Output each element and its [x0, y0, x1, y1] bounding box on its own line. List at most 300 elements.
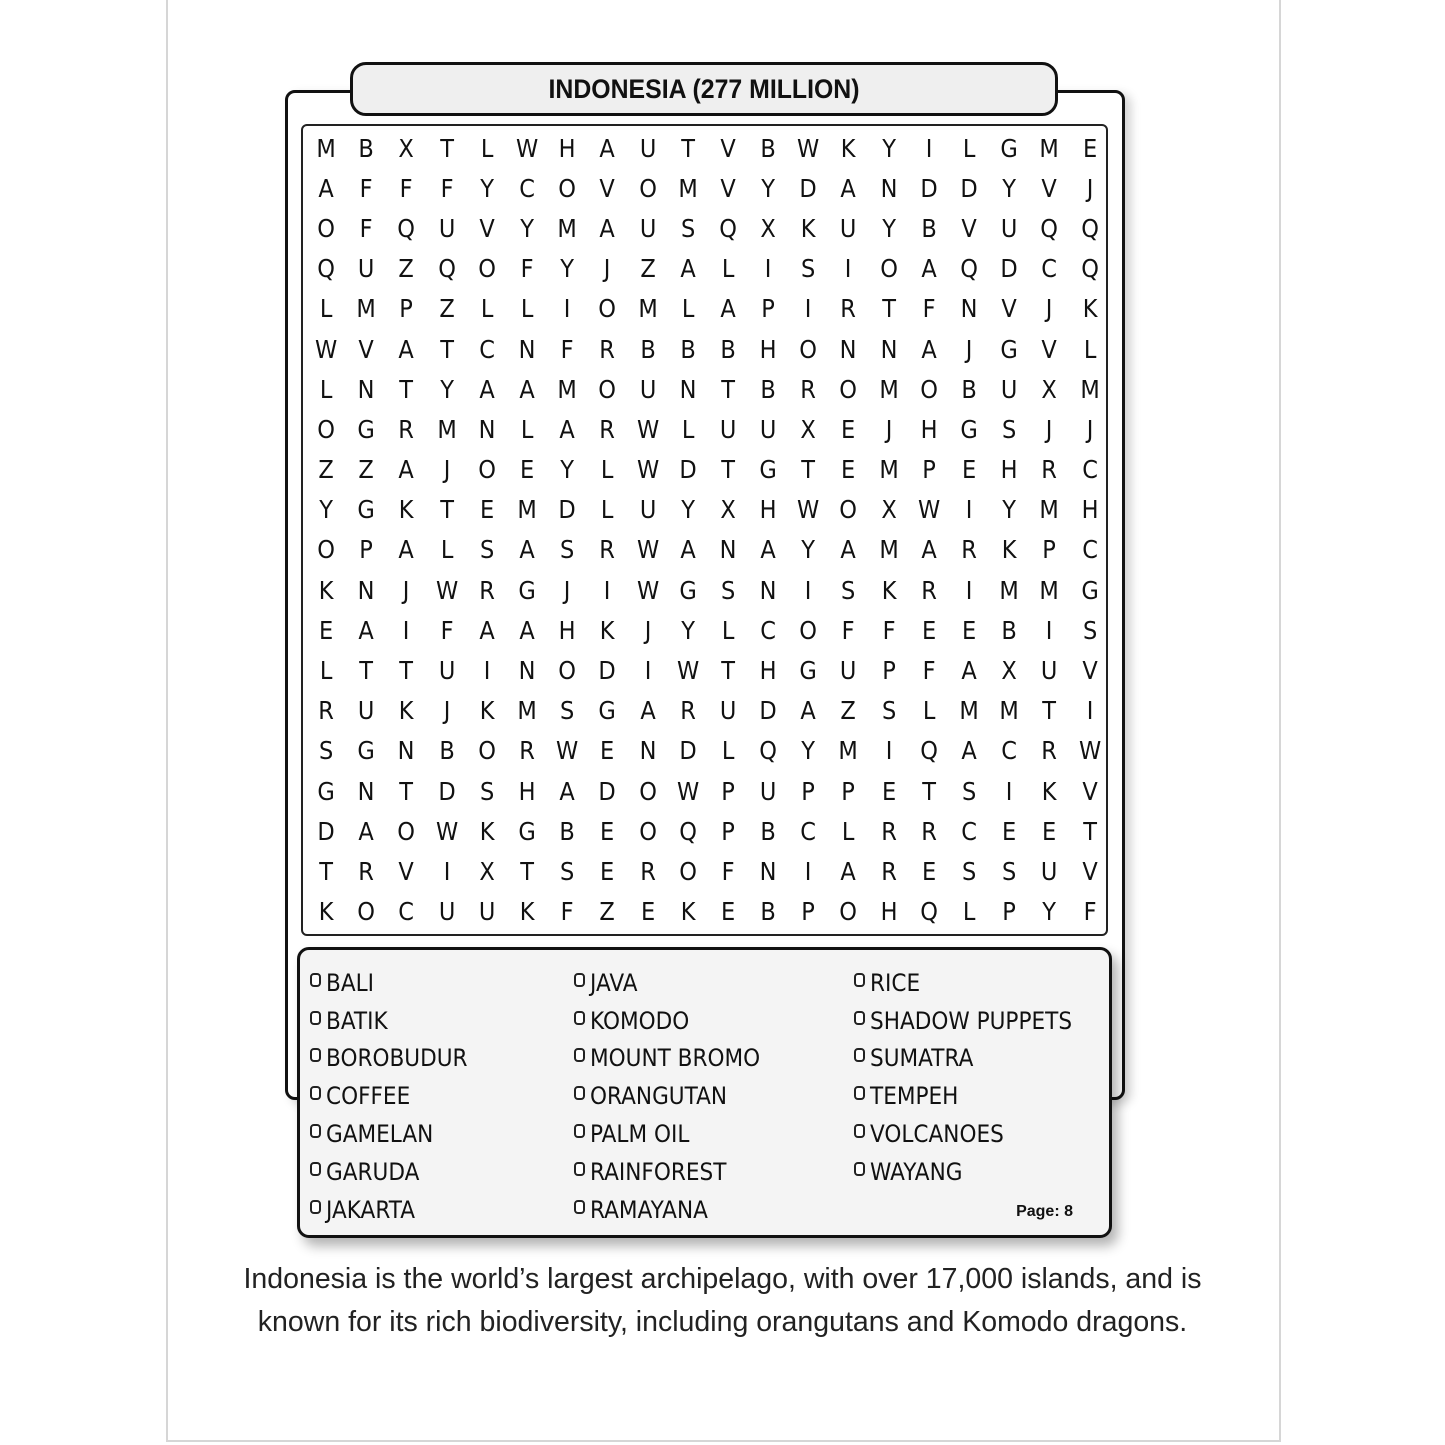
grid-cell[interactable]: E: [600, 736, 615, 766]
grid-cell[interactable]: H: [920, 414, 938, 444]
grid-cell[interactable]: L: [1083, 334, 1096, 364]
grid-cell[interactable]: X: [720, 495, 736, 525]
grid-cell[interactable]: Q: [1080, 254, 1099, 284]
grid-cell[interactable]: L: [721, 615, 735, 645]
grid-cell[interactable]: M: [1039, 133, 1060, 163]
grid-cell[interactable]: E: [318, 615, 334, 645]
grid-cell[interactable]: Y: [319, 495, 333, 525]
grid-cell[interactable]: N: [960, 294, 978, 324]
grid-cell[interactable]: Y: [761, 173, 776, 203]
grid-cell[interactable]: C: [760, 615, 777, 645]
grid-cell[interactable]: A: [398, 455, 415, 485]
grid-cell[interactable]: F: [520, 254, 534, 284]
grid-cell[interactable]: T: [1042, 696, 1057, 726]
grid-cell[interactable]: T: [399, 656, 414, 686]
grid-cell[interactable]: M: [959, 696, 979, 726]
grid-cell[interactable]: N: [357, 575, 375, 605]
grid-cell[interactable]: R: [358, 856, 375, 886]
grid-cell[interactable]: I: [1086, 696, 1093, 726]
grid-cell[interactable]: Y: [1002, 173, 1017, 203]
grid-cell[interactable]: D: [799, 173, 818, 203]
word-item[interactable]: [310, 1115, 483, 1153]
grid-cell[interactable]: T: [881, 294, 896, 324]
grid-cell[interactable]: E: [961, 455, 977, 485]
grid-cell[interactable]: A: [479, 615, 495, 645]
grid-cell[interactable]: Y: [881, 213, 896, 243]
grid-cell[interactable]: W: [515, 133, 539, 163]
grid-cell[interactable]: I: [805, 294, 812, 324]
grid-cell[interactable]: T: [721, 374, 735, 404]
grid-cell[interactable]: T: [439, 133, 454, 163]
grid-cell[interactable]: L: [922, 696, 936, 726]
checkbox-icon[interactable]: [854, 1162, 865, 1176]
grid-cell[interactable]: Z: [318, 455, 334, 485]
grid-cell[interactable]: C: [519, 173, 535, 203]
grid-cell[interactable]: S: [881, 696, 896, 726]
grid-cell[interactable]: O: [839, 897, 858, 927]
grid-cell[interactable]: W: [435, 816, 458, 846]
grid-cell[interactable]: G: [1080, 575, 1099, 605]
checkbox-icon[interactable]: [310, 973, 321, 987]
grid-cell[interactable]: R: [599, 535, 616, 565]
grid-cell[interactable]: V: [1041, 334, 1058, 364]
grid-cell[interactable]: L: [681, 414, 695, 444]
grid-cell[interactable]: E: [600, 856, 615, 886]
grid-cell[interactable]: I: [805, 856, 812, 886]
grid-cell[interactable]: P: [721, 776, 735, 806]
grid-cell[interactable]: U: [639, 213, 656, 243]
grid-cell[interactable]: M: [999, 696, 1019, 726]
word-item[interactable]: [310, 1077, 483, 1115]
grid-cell[interactable]: D: [558, 495, 576, 525]
grid-cell[interactable]: Y: [801, 736, 816, 766]
grid-cell[interactable]: A: [398, 535, 415, 565]
grid-cell[interactable]: Q: [920, 736, 938, 766]
grid-cell[interactable]: A: [559, 414, 575, 444]
grid-cell[interactable]: G: [759, 455, 777, 485]
checkbox-icon[interactable]: [854, 1124, 865, 1138]
grid-cell[interactable]: Q: [678, 816, 697, 846]
grid-cell[interactable]: S: [961, 856, 977, 886]
grid-cell[interactable]: O: [477, 254, 496, 284]
grid-cell[interactable]: V: [961, 213, 977, 243]
grid-cell[interactable]: B: [921, 213, 937, 243]
grid-cell[interactable]: I: [483, 656, 491, 686]
grid-cell[interactable]: T: [319, 856, 333, 886]
grid-cell[interactable]: T: [721, 455, 735, 485]
grid-cell[interactable]: K: [1001, 535, 1017, 565]
word-item[interactable]: [310, 1040, 483, 1078]
grid-cell[interactable]: V: [1081, 776, 1098, 806]
grid-cell[interactable]: Y: [560, 254, 575, 284]
checkbox-icon[interactable]: [854, 1048, 865, 1062]
grid-cell[interactable]: U: [358, 254, 375, 284]
grid-cell[interactable]: J: [644, 615, 651, 645]
grid-cell[interactable]: S: [1002, 856, 1017, 886]
grid-cell[interactable]: I: [1005, 776, 1013, 806]
grid-cell[interactable]: O: [839, 374, 858, 404]
checkbox-icon[interactable]: [574, 1048, 585, 1062]
grid-cell[interactable]: F: [359, 173, 373, 203]
word-item[interactable]: [574, 1191, 779, 1229]
grid-cell[interactable]: E: [881, 776, 896, 806]
grid-cell[interactable]: D: [679, 736, 697, 766]
checkbox-icon[interactable]: [310, 1086, 321, 1100]
word-item[interactable]: [310, 964, 483, 1002]
grid-cell[interactable]: U: [840, 213, 857, 243]
grid-cell[interactable]: L: [721, 736, 735, 766]
grid-cell[interactable]: U: [438, 897, 455, 927]
grid-cell[interactable]: Q: [960, 254, 978, 284]
grid-cell[interactable]: F: [440, 615, 454, 645]
grid-cell[interactable]: F: [882, 615, 896, 645]
grid-cell[interactable]: F: [922, 656, 936, 686]
word-item[interactable]: [574, 1153, 779, 1191]
grid-cell[interactable]: W: [797, 133, 820, 163]
grid-cell[interactable]: U: [759, 414, 777, 444]
grid-cell[interactable]: Y: [680, 495, 695, 525]
grid-cell[interactable]: O: [638, 776, 657, 806]
grid-cell[interactable]: M: [1039, 575, 1060, 605]
grid-cell[interactable]: D: [598, 656, 617, 686]
grid-cell[interactable]: B: [760, 374, 776, 404]
grid-cell[interactable]: A: [961, 656, 977, 686]
grid-cell[interactable]: O: [638, 173, 657, 203]
grid-cell[interactable]: Z: [358, 455, 374, 485]
grid-cell[interactable]: R: [519, 736, 535, 766]
grid-cell[interactable]: W: [636, 414, 659, 444]
word-item[interactable]: [574, 1115, 779, 1153]
grid-cell[interactable]: G: [1000, 334, 1018, 364]
grid-cell[interactable]: I: [604, 575, 611, 605]
grid-cell[interactable]: E: [1082, 133, 1097, 163]
grid-cell[interactable]: O: [357, 897, 376, 927]
grid-cell[interactable]: G: [518, 816, 536, 846]
grid-cell[interactable]: A: [479, 374, 495, 404]
grid-cell[interactable]: H: [558, 133, 576, 163]
word-item[interactable]: [574, 1002, 779, 1040]
grid-cell[interactable]: X: [1041, 374, 1058, 404]
word-item[interactable]: [574, 1077, 779, 1115]
grid-cell[interactable]: H: [558, 615, 576, 645]
grid-cell[interactable]: K: [800, 213, 816, 243]
grid-cell[interactable]: T: [922, 776, 936, 806]
grid-cell[interactable]: J: [1086, 414, 1093, 444]
grid-cell[interactable]: Z: [840, 696, 857, 726]
grid-cell[interactable]: R: [479, 575, 495, 605]
grid-cell[interactable]: J: [563, 575, 571, 605]
grid-cell[interactable]: U: [639, 133, 656, 163]
checkbox-icon[interactable]: [854, 973, 865, 987]
checkbox-icon[interactable]: [574, 1011, 585, 1025]
grid-cell[interactable]: R: [639, 856, 656, 886]
grid-cell[interactable]: O: [477, 455, 496, 485]
checkbox-icon[interactable]: [574, 1200, 585, 1214]
grid-cell[interactable]: V: [1081, 656, 1098, 686]
grid-cell[interactable]: T: [439, 334, 454, 364]
checkbox-icon[interactable]: [310, 1162, 321, 1176]
grid-cell[interactable]: L: [520, 414, 534, 444]
word-item[interactable]: [310, 1153, 483, 1191]
grid-cell[interactable]: Q: [759, 736, 778, 766]
grid-cell[interactable]: I: [443, 856, 450, 886]
grid-cell[interactable]: O: [799, 615, 818, 645]
grid-cell[interactable]: Q: [920, 897, 938, 927]
grid-cell[interactable]: E: [720, 897, 736, 927]
grid-cell[interactable]: B: [438, 736, 455, 766]
grid-cell[interactable]: L: [319, 294, 333, 324]
grid-cell[interactable]: G: [357, 736, 375, 766]
grid-cell[interactable]: U: [759, 776, 777, 806]
grid-cell[interactable]: T: [439, 495, 454, 525]
grid-cell[interactable]: Z: [599, 897, 616, 927]
grid-cell[interactable]: I: [764, 254, 772, 284]
grid-cell[interactable]: L: [319, 656, 333, 686]
grid-cell[interactable]: U: [639, 495, 656, 525]
grid-cell[interactable]: A: [358, 615, 374, 645]
grid-cell[interactable]: A: [318, 173, 334, 203]
grid-cell[interactable]: P: [922, 455, 936, 485]
grid-cell[interactable]: A: [358, 816, 374, 846]
grid-cell[interactable]: M: [356, 294, 376, 324]
grid-cell[interactable]: A: [840, 173, 857, 203]
grid-cell[interactable]: B: [559, 816, 575, 846]
grid-cell[interactable]: K: [479, 696, 495, 726]
grid-cell[interactable]: T: [1082, 816, 1097, 846]
grid-cell[interactable]: W: [797, 495, 820, 525]
grid-cell[interactable]: O: [638, 816, 657, 846]
grid-cell[interactable]: C: [800, 816, 817, 846]
grid-cell[interactable]: B: [961, 374, 977, 404]
grid-cell[interactable]: O: [920, 374, 938, 404]
grid-cell[interactable]: D: [437, 776, 456, 806]
grid-cell[interactable]: A: [559, 776, 575, 806]
grid-cell[interactable]: H: [880, 897, 898, 927]
grid-cell[interactable]: A: [599, 213, 616, 243]
grid-cell[interactable]: W: [636, 455, 659, 485]
grid-cell[interactable]: B: [358, 133, 375, 163]
grid-cell[interactable]: O: [598, 374, 617, 404]
grid-cell[interactable]: T: [680, 133, 695, 163]
grid-cell[interactable]: K: [479, 816, 495, 846]
grid-cell[interactable]: X: [479, 856, 495, 886]
grid-cell[interactable]: Q: [437, 254, 456, 284]
grid-cell[interactable]: O: [678, 856, 697, 886]
grid-cell[interactable]: S: [961, 776, 977, 806]
grid-cell[interactable]: U: [719, 696, 737, 726]
grid-cell[interactable]: Z: [639, 254, 656, 284]
grid-cell[interactable]: A: [720, 294, 736, 324]
grid-cell[interactable]: O: [799, 334, 818, 364]
grid-cell[interactable]: C: [961, 816, 977, 846]
grid-cell[interactable]: T: [801, 455, 816, 485]
grid-cell[interactable]: D: [960, 173, 978, 203]
grid-cell[interactable]: M: [838, 736, 859, 766]
grid-cell[interactable]: N: [518, 656, 536, 686]
grid-cell[interactable]: M: [517, 495, 537, 525]
grid-cell[interactable]: R: [880, 856, 897, 886]
grid-cell[interactable]: E: [519, 455, 535, 485]
grid-cell[interactable]: K: [519, 897, 535, 927]
grid-cell[interactable]: M: [999, 575, 1019, 605]
grid-cell[interactable]: S: [1002, 414, 1017, 444]
grid-cell[interactable]: Z: [438, 294, 455, 324]
grid-cell[interactable]: D: [759, 696, 777, 726]
grid-cell[interactable]: Q: [317, 254, 335, 284]
grid-cell[interactable]: V: [720, 173, 736, 203]
checkbox-icon[interactable]: [310, 1200, 321, 1214]
grid-cell[interactable]: P: [801, 897, 816, 927]
grid-cell[interactable]: P: [721, 816, 735, 846]
word-item[interactable]: [854, 1002, 1094, 1040]
grid-cell[interactable]: I: [965, 575, 973, 605]
grid-cell[interactable]: N: [357, 776, 375, 806]
grid-cell[interactable]: J: [443, 455, 450, 485]
grid-cell[interactable]: P: [801, 776, 816, 806]
grid-cell[interactable]: W: [676, 656, 699, 686]
grid-cell[interactable]: L: [601, 455, 614, 485]
grid-cell[interactable]: A: [398, 334, 415, 364]
grid-cell[interactable]: L: [721, 254, 735, 284]
grid-cell[interactable]: P: [1002, 897, 1017, 927]
checkbox-icon[interactable]: [574, 1124, 585, 1138]
grid-cell[interactable]: A: [921, 535, 937, 565]
grid-cell[interactable]: O: [317, 535, 335, 565]
grid-cell[interactable]: K: [1042, 776, 1057, 806]
grid-cell[interactable]: V: [599, 173, 616, 203]
grid-cell[interactable]: O: [598, 294, 617, 324]
grid-cell[interactable]: H: [759, 334, 777, 364]
grid-cell[interactable]: Y: [479, 173, 494, 203]
grid-cell[interactable]: I: [403, 615, 410, 645]
grid-cell[interactable]: L: [962, 133, 976, 163]
grid-cell[interactable]: M: [316, 133, 336, 163]
grid-cell[interactable]: U: [639, 374, 656, 404]
grid-cell[interactable]: H: [1000, 455, 1018, 485]
grid-cell[interactable]: U: [438, 213, 455, 243]
grid-cell[interactable]: B: [760, 816, 776, 846]
grid-cell[interactable]: G: [357, 495, 375, 525]
grid-cell[interactable]: W: [314, 334, 338, 364]
grid-cell[interactable]: K: [1082, 294, 1098, 324]
grid-cell[interactable]: W: [556, 736, 579, 766]
grid-cell[interactable]: G: [357, 414, 375, 444]
grid-cell[interactable]: O: [879, 254, 898, 284]
grid-cell[interactable]: K: [399, 696, 414, 726]
grid-cell[interactable]: E: [841, 414, 856, 444]
grid-cell[interactable]: F: [1083, 897, 1097, 927]
grid-cell[interactable]: M: [879, 535, 899, 565]
grid-cell[interactable]: A: [961, 736, 977, 766]
grid-cell[interactable]: S: [1082, 615, 1097, 645]
grid-cell[interactable]: S: [479, 535, 494, 565]
grid-cell[interactable]: V: [479, 213, 495, 243]
grid-cell[interactable]: A: [840, 856, 857, 886]
grid-cell[interactable]: N: [759, 575, 777, 605]
grid-cell[interactable]: W: [1078, 736, 1101, 766]
grid-cell[interactable]: M: [879, 374, 899, 404]
grid-cell[interactable]: X: [1001, 656, 1017, 686]
word-item[interactable]: [310, 1002, 483, 1040]
grid-cell[interactable]: H: [759, 495, 777, 525]
grid-cell[interactable]: M: [678, 173, 698, 203]
grid-cell[interactable]: K: [841, 133, 856, 163]
grid-cell[interactable]: R: [880, 816, 897, 846]
grid-cell[interactable]: L: [962, 897, 976, 927]
grid-cell[interactable]: Y: [1042, 897, 1057, 927]
grid-cell[interactable]: A: [921, 334, 937, 364]
checkbox-icon[interactable]: [310, 1124, 321, 1138]
grid-cell[interactable]: P: [761, 294, 775, 324]
grid-cell[interactable]: D: [920, 173, 938, 203]
grid-cell[interactable]: L: [681, 294, 695, 324]
grid-cell[interactable]: I: [885, 736, 893, 766]
grid-cell[interactable]: W: [676, 776, 699, 806]
grid-cell[interactable]: B: [680, 334, 696, 364]
grid-cell[interactable]: G: [799, 656, 818, 686]
grid-cell[interactable]: D: [679, 455, 697, 485]
grid-cell[interactable]: A: [519, 374, 535, 404]
grid-cell[interactable]: R: [599, 414, 616, 444]
grid-cell[interactable]: Z: [398, 254, 415, 284]
grid-cell[interactable]: V: [398, 856, 415, 886]
grid-cell[interactable]: H: [518, 776, 536, 806]
grid-cell[interactable]: Y: [520, 213, 534, 243]
grid-cell[interactable]: J: [604, 254, 611, 284]
grid-cell[interactable]: U: [719, 414, 737, 444]
checkbox-icon[interactable]: [310, 1011, 321, 1025]
grid-cell[interactable]: O: [558, 656, 577, 686]
grid-cell[interactable]: B: [760, 897, 776, 927]
grid-cell[interactable]: W: [636, 535, 659, 565]
grid-cell[interactable]: T: [399, 776, 414, 806]
word-item[interactable]: [574, 1040, 779, 1078]
grid-cell[interactable]: Y: [881, 133, 896, 163]
checkbox-icon[interactable]: [854, 1011, 865, 1025]
grid-cell[interactable]: M: [517, 696, 537, 726]
grid-cell[interactable]: U: [358, 696, 375, 726]
grid-cell[interactable]: V: [358, 334, 374, 364]
grid-cell[interactable]: R: [921, 816, 937, 846]
grid-cell[interactable]: F: [399, 173, 413, 203]
grid-cell[interactable]: O: [397, 816, 416, 846]
grid-cell[interactable]: E: [841, 455, 856, 485]
grid-cell[interactable]: F: [440, 173, 454, 203]
grid-cell[interactable]: S: [318, 736, 334, 766]
grid-cell[interactable]: Q: [719, 213, 737, 243]
grid-cell[interactable]: O: [558, 173, 577, 203]
grid-cell[interactable]: U: [1041, 856, 1058, 886]
grid-cell[interactable]: R: [800, 374, 817, 404]
grid-cell[interactable]: I: [805, 575, 812, 605]
grid-cell[interactable]: S: [560, 535, 575, 565]
grid-cell[interactable]: B: [720, 334, 736, 364]
grid-cell[interactable]: U: [478, 897, 496, 927]
grid-cell[interactable]: O: [317, 213, 335, 243]
grid-cell[interactable]: A: [840, 535, 857, 565]
grid-cell[interactable]: I: [845, 254, 852, 284]
grid-cell[interactable]: N: [518, 334, 536, 364]
grid-cell[interactable]: U: [1041, 656, 1058, 686]
grid-cell[interactable]: I: [925, 133, 933, 163]
grid-cell[interactable]: S: [479, 776, 494, 806]
grid-cell[interactable]: C: [478, 334, 495, 364]
grid-cell[interactable]: G: [960, 414, 978, 444]
grid-cell[interactable]: J: [885, 414, 893, 444]
grid-cell[interactable]: E: [921, 615, 937, 645]
grid-cell[interactable]: S: [841, 575, 856, 605]
grid-cell[interactable]: Y: [801, 535, 816, 565]
